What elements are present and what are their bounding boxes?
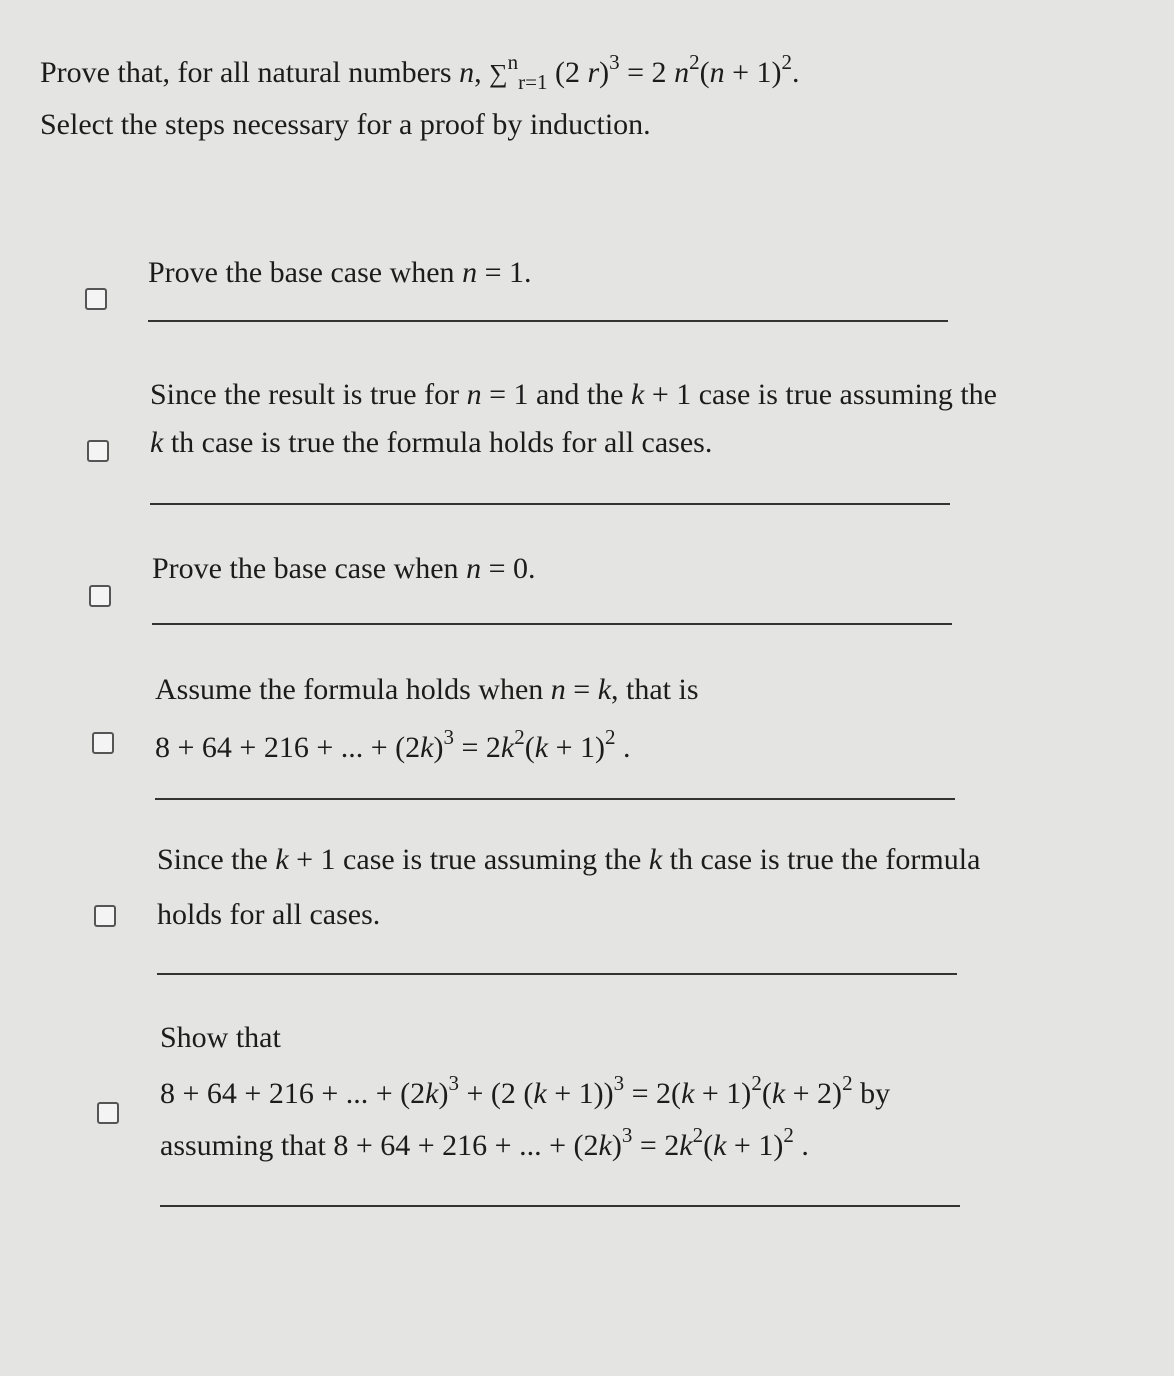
option-checkbox[interactable] bbox=[97, 1102, 119, 1124]
text-segment: , that is bbox=[611, 673, 699, 706]
text-segment: . bbox=[791, 56, 800, 89]
text-segment: k bbox=[500, 731, 515, 764]
option-text-line bbox=[150, 380, 997, 410]
text-segment: Since the bbox=[157, 843, 276, 876]
text-segment: assuming that 8 + 64 + 216 + ... + (2 bbox=[160, 1129, 599, 1162]
text-segment: k bbox=[420, 731, 434, 764]
text-segment: , bbox=[474, 56, 490, 89]
text-segment: n bbox=[507, 50, 519, 74]
text-segment: 2 bbox=[783, 1123, 794, 1147]
option-divider bbox=[148, 320, 948, 322]
text-segment: th case is true the formula bbox=[662, 843, 981, 876]
option-checkbox[interactable] bbox=[89, 585, 111, 607]
option-text-line bbox=[155, 675, 699, 705]
text-segment: . bbox=[793, 1129, 809, 1162]
text-segment: ( bbox=[699, 56, 710, 89]
text-segment: ( bbox=[524, 731, 535, 764]
text-segment: = 1 and the bbox=[481, 378, 631, 411]
text-segment: ) bbox=[438, 1077, 449, 1110]
text-segment: n bbox=[550, 673, 566, 706]
text-segment: r=1 bbox=[518, 70, 548, 94]
text-segment: k bbox=[630, 378, 645, 411]
text-segment: Prove the base case when bbox=[152, 552, 467, 585]
text-segment: 2 bbox=[692, 1123, 704, 1147]
option-text-line bbox=[160, 1073, 890, 1109]
text-segment: k bbox=[681, 1077, 695, 1110]
text-segment: 2 bbox=[842, 1071, 853, 1095]
text-segment: 2 bbox=[605, 725, 616, 749]
text-segment: ∑ bbox=[489, 59, 508, 88]
option-text-line bbox=[148, 258, 531, 288]
option-checkbox[interactable] bbox=[87, 440, 109, 462]
option-divider bbox=[152, 623, 952, 625]
text-segment: + 1) bbox=[724, 56, 782, 89]
text-segment: n bbox=[466, 552, 482, 585]
text-segment: = 2( bbox=[624, 1077, 682, 1110]
option-checkbox[interactable] bbox=[94, 905, 116, 927]
text-segment: Show that bbox=[160, 1021, 281, 1054]
option-text-line bbox=[160, 1023, 281, 1053]
text-segment: ( bbox=[703, 1129, 714, 1162]
text-segment: Prove that, for all natural numbers bbox=[40, 56, 460, 89]
text-segment: ) bbox=[433, 731, 444, 764]
text-segment: n bbox=[462, 256, 478, 289]
text-segment: by bbox=[852, 1077, 891, 1110]
question-line-2 bbox=[40, 110, 651, 140]
option-text-line bbox=[150, 428, 712, 458]
text-segment: = 2 bbox=[454, 731, 501, 764]
option-divider bbox=[150, 503, 950, 505]
text-segment: 8 + 64 + 216 + ... + (2 bbox=[160, 1077, 426, 1110]
option-divider bbox=[160, 1205, 960, 1207]
text-segment: k bbox=[771, 1077, 786, 1110]
text-segment: + (2 ( bbox=[459, 1077, 534, 1110]
text-segment: k bbox=[275, 843, 289, 876]
text-segment: = 2 bbox=[619, 56, 675, 89]
text-segment: 2 bbox=[689, 50, 700, 74]
text-segment: r bbox=[587, 56, 600, 89]
text-segment: ) bbox=[611, 1129, 622, 1162]
option-divider bbox=[155, 798, 955, 800]
option-text-line bbox=[155, 727, 631, 763]
text-segment: Assume the formula holds when bbox=[155, 673, 551, 706]
question-line-1 bbox=[40, 52, 799, 93]
text-segment: n bbox=[466, 378, 482, 411]
text-segment: n bbox=[709, 56, 725, 89]
text-segment: + 1 case is true assuming the bbox=[288, 843, 649, 876]
text-segment: (2 bbox=[547, 56, 588, 89]
text-segment: Prove the base case when bbox=[148, 256, 463, 289]
text-segment: 3 bbox=[443, 725, 454, 749]
option-checkbox[interactable] bbox=[92, 732, 114, 754]
text-segment: 8 + 64 + 216 + ... + (2 bbox=[155, 731, 421, 764]
text-segment: + 1 case is true assuming the bbox=[644, 378, 997, 411]
text-segment: + 1) bbox=[548, 731, 605, 764]
text-segment: = bbox=[565, 673, 598, 706]
text-segment: 3 bbox=[621, 1123, 633, 1147]
text-segment: ) bbox=[599, 56, 610, 89]
text-segment: k bbox=[713, 1129, 727, 1162]
text-segment: + 1)) bbox=[546, 1077, 614, 1110]
text-segment: th case is true the formula holds for all cases. bbox=[163, 426, 713, 459]
text-segment: n bbox=[459, 56, 475, 89]
text-segment: k bbox=[150, 426, 164, 459]
text-segment: n bbox=[674, 56, 690, 89]
option-text-line bbox=[160, 1125, 809, 1161]
text-segment: 3 bbox=[613, 1071, 625, 1095]
text-segment: k bbox=[533, 1077, 547, 1110]
text-segment: Select the steps necessary for a proof by induction. bbox=[40, 108, 651, 141]
text-segment: k bbox=[597, 673, 612, 706]
option-divider bbox=[157, 973, 957, 975]
text-segment: 3 bbox=[448, 1071, 459, 1095]
text-segment: ( bbox=[761, 1077, 772, 1110]
option-text-line bbox=[157, 900, 380, 930]
text-segment: + 1) bbox=[726, 1129, 784, 1162]
option-text-line bbox=[157, 845, 980, 875]
text-segment: k bbox=[534, 731, 549, 764]
text-segment: = 0. bbox=[481, 552, 536, 585]
text-segment: 2 bbox=[781, 50, 792, 74]
text-segment: + 1) bbox=[694, 1077, 752, 1110]
text-segment: holds for all cases. bbox=[157, 898, 381, 931]
text-segment: k bbox=[648, 843, 663, 876]
text-segment: k bbox=[679, 1129, 693, 1162]
text-segment: = 1. bbox=[477, 256, 532, 289]
text-segment: k bbox=[425, 1077, 439, 1110]
text-segment: = 2 bbox=[632, 1129, 680, 1162]
text-segment: 2 bbox=[514, 725, 525, 749]
text-segment: + 2) bbox=[785, 1077, 843, 1110]
text-segment: 2 bbox=[751, 1071, 762, 1095]
text-segment: . bbox=[615, 731, 631, 764]
text-segment: Since the result is true for bbox=[150, 378, 467, 411]
text-segment: k bbox=[598, 1129, 612, 1162]
text-segment: 3 bbox=[609, 50, 620, 74]
option-checkbox[interactable] bbox=[85, 288, 107, 310]
option-text-line bbox=[152, 554, 535, 584]
